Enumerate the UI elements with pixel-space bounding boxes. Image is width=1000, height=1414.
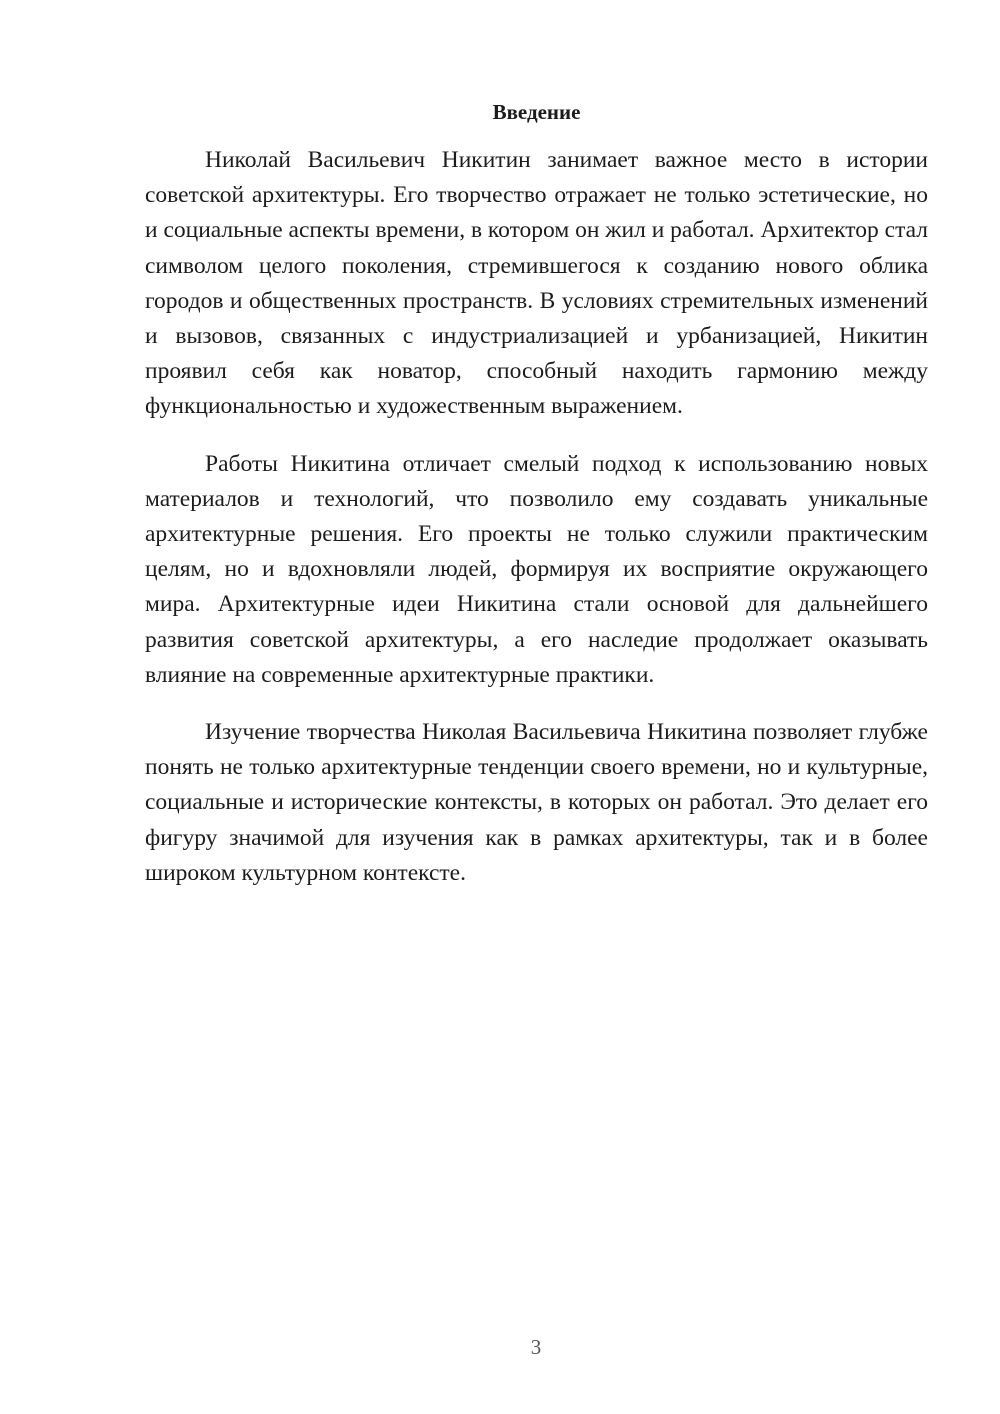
section-heading: Введение (492, 100, 581, 124)
page-number: 3 (530, 1335, 542, 1359)
paragraph-3: Изучение творчества Николая Васильевича Никитина позволяет глубже понять не только архитектурные тенденции своего времени, но и культурные, социальные и исторические контексты, в которых он работал. Это делает его фигуру значимой для изучения как в рамках архитектуры, так и в более широком культурном контексте. (145, 719, 928, 886)
paragraph-2: Работы Никитина отличает смелый подход к использованию новых материалов и технологий, что позволило ему создавать уникальные архитектурные решения. Его проекты не только служили практическим целям, но и вдохновляли людей, формируя их восприятие окружающего мира. Архитектурные идеи Никитина стали основой для дальнейшего развития советской архитектуры, а его наследие продолжает оказывать влияние на современные архитектурные практики. (145, 450, 928, 688)
paragraph-1: Николай Васильевич Никитин занимает важное место в истории советской архитектуры. Его творчество отражает не только эстетические, но и социальные аспекты времени, в котором он жил и работал. Архитектор стал символом целого поколения, стремившегося к созданию нового облика городов и общественных пространств. В условиях стремительных изменений и вызовов, связанных с индустриализацией и урбанизацией, Никитин проявил себя как новатор, способный находить гармонию между функциональностью и художественным выражением. (145, 147, 928, 420)
body-text (145, 143, 928, 913)
